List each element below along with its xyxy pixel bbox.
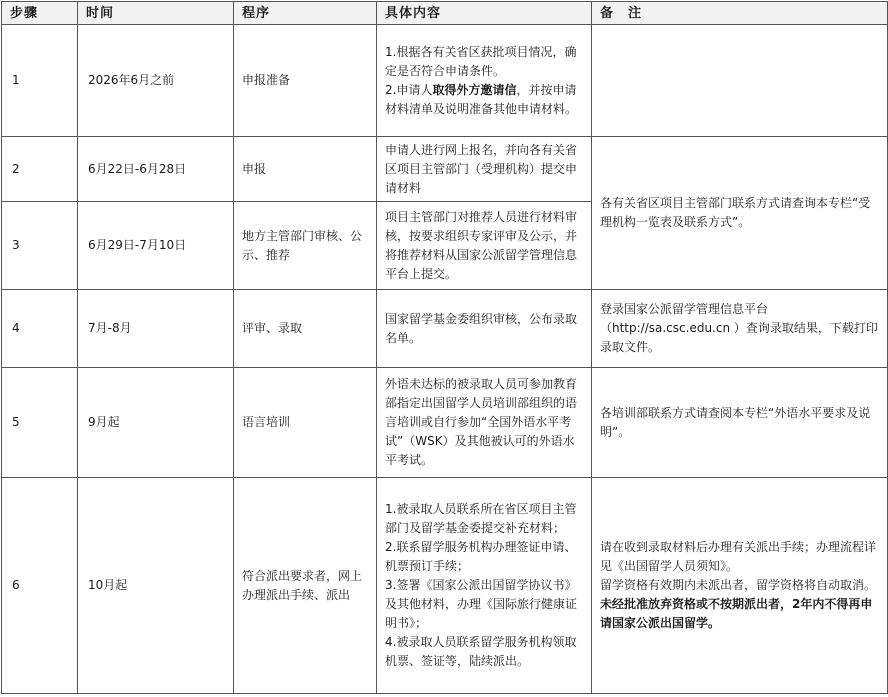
step-cell: 4: [2, 290, 78, 368]
header-remarks: 备 注: [592, 2, 888, 25]
step-cell: 1: [2, 25, 78, 137]
remarks-bold-text: 未经批准放弃资格或不按期派出者，2年内不得再申请国家公派出国留学。: [600, 597, 873, 630]
content-paragraph: 1.根据各有关省区获批项目情况，确定是否符合申请条件。: [385, 44, 577, 78]
header-procedure: 程序: [234, 2, 377, 25]
content-text: ，并按申请材料清单及说明准备其他申请材料。: [385, 82, 578, 116]
content-paragraph: 2.联系留学服务机构办理签证申请、机票预订手续；: [385, 540, 577, 573]
step-cell: 6: [2, 478, 78, 694]
content-paragraph: 1.被录取人员联系所在省区项目主管部门及留学基金委提交补充材料；: [385, 502, 577, 535]
remarks-paragraph: [600, 576, 879, 633]
time-cell: 10月起: [78, 478, 234, 694]
remarks-line: 登录国家公派留学管理信息平台: [600, 302, 769, 316]
content-paragraph: 3.签署《国家公派出国留学协议书》及其他材料，办理《国际旅行健康证明书》；: [385, 578, 578, 630]
procedure-cell: 地方主管部门审核、公示、推荐: [234, 202, 377, 290]
table-row: [2, 137, 888, 202]
table-row: [2, 290, 888, 368]
table-header-row: [2, 2, 888, 25]
content-bold-text: 取得外方邀请信: [432, 82, 517, 97]
time-cell: 9月起: [78, 368, 234, 478]
procedure-cell: 申报: [234, 137, 377, 202]
content-paragraph: 4.被录取人员联系留学服务机构领取机票、签证等，陆续派出。: [385, 635, 577, 668]
remarks-paragraph: 请在收到录取材料后办理有关派出手续；办理流程详见《出国留学人员须知》。: [600, 540, 877, 573]
table-row: [2, 368, 888, 478]
content-cell: [377, 25, 592, 137]
content-cell: 项目主管部门对推荐人员进行材料审核，按要求组织专家评审及公示，并将推荐材料从国家公派留学管理信息平台上提交。: [377, 202, 592, 290]
procedure-cell: 申报准备: [234, 25, 377, 137]
procedure-cell: 语言培训: [234, 368, 377, 478]
remarks-cell: [592, 478, 888, 694]
content-cell: 外语未达标的被录取人员可参加教育部指定出国留学人员培训部组织的语言培训或自行参加“全国外语水平考试”（WSK）及其他被认可的外语水平考试。: [377, 368, 592, 478]
step-cell: 5: [2, 368, 78, 478]
content-cell: 国家留学基金委组织审核，公布录取名单。: [377, 290, 592, 368]
time-cell: 2026年6月之前: [78, 25, 234, 137]
time-cell: 6月22日-6月28日: [78, 137, 234, 202]
procedure-cell: 符合派出要求者，网上办理派出手续、派出: [234, 478, 377, 694]
table-row: [2, 478, 888, 694]
content-cell: [377, 478, 592, 694]
time-cell: 6月29日-7月10日: [78, 202, 234, 290]
remarks-text: 留学资格有效期内未派出者，留学资格将自动取消。: [600, 578, 877, 592]
remarks-line: （http://sa.csc.edu.cn ）查询录取结果，下载打印录取文件。: [600, 321, 878, 354]
procedure-cell: 评审、录取: [234, 290, 377, 368]
remarks-cell: [592, 290, 888, 368]
header-time: 时间: [78, 2, 234, 25]
content-cell: 申请人进行网上报名，并向各有关省区项目主管部门（受理机构）提交申请材料: [377, 137, 592, 202]
step-cell: 3: [2, 202, 78, 290]
content-paragraph: [385, 81, 583, 119]
application-steps-table: [1, 1, 888, 694]
header-step: 步骤: [2, 2, 78, 25]
content-text: 2.申请人: [385, 82, 433, 97]
time-cell: 7月-8月: [78, 290, 234, 368]
remarks-cell: 各培训部联系方式请查阅本专栏“外语水平要求及说明”。: [592, 368, 888, 478]
remarks-cell: [592, 25, 888, 137]
step-cell: 2: [2, 137, 78, 202]
header-content: 具体内容: [377, 2, 592, 25]
remarks-cell-merged: 各有关省区项目主管部门联系方式请查询本专栏“受理机构一览表及联系方式”。: [592, 137, 888, 290]
table-row: [2, 25, 888, 137]
